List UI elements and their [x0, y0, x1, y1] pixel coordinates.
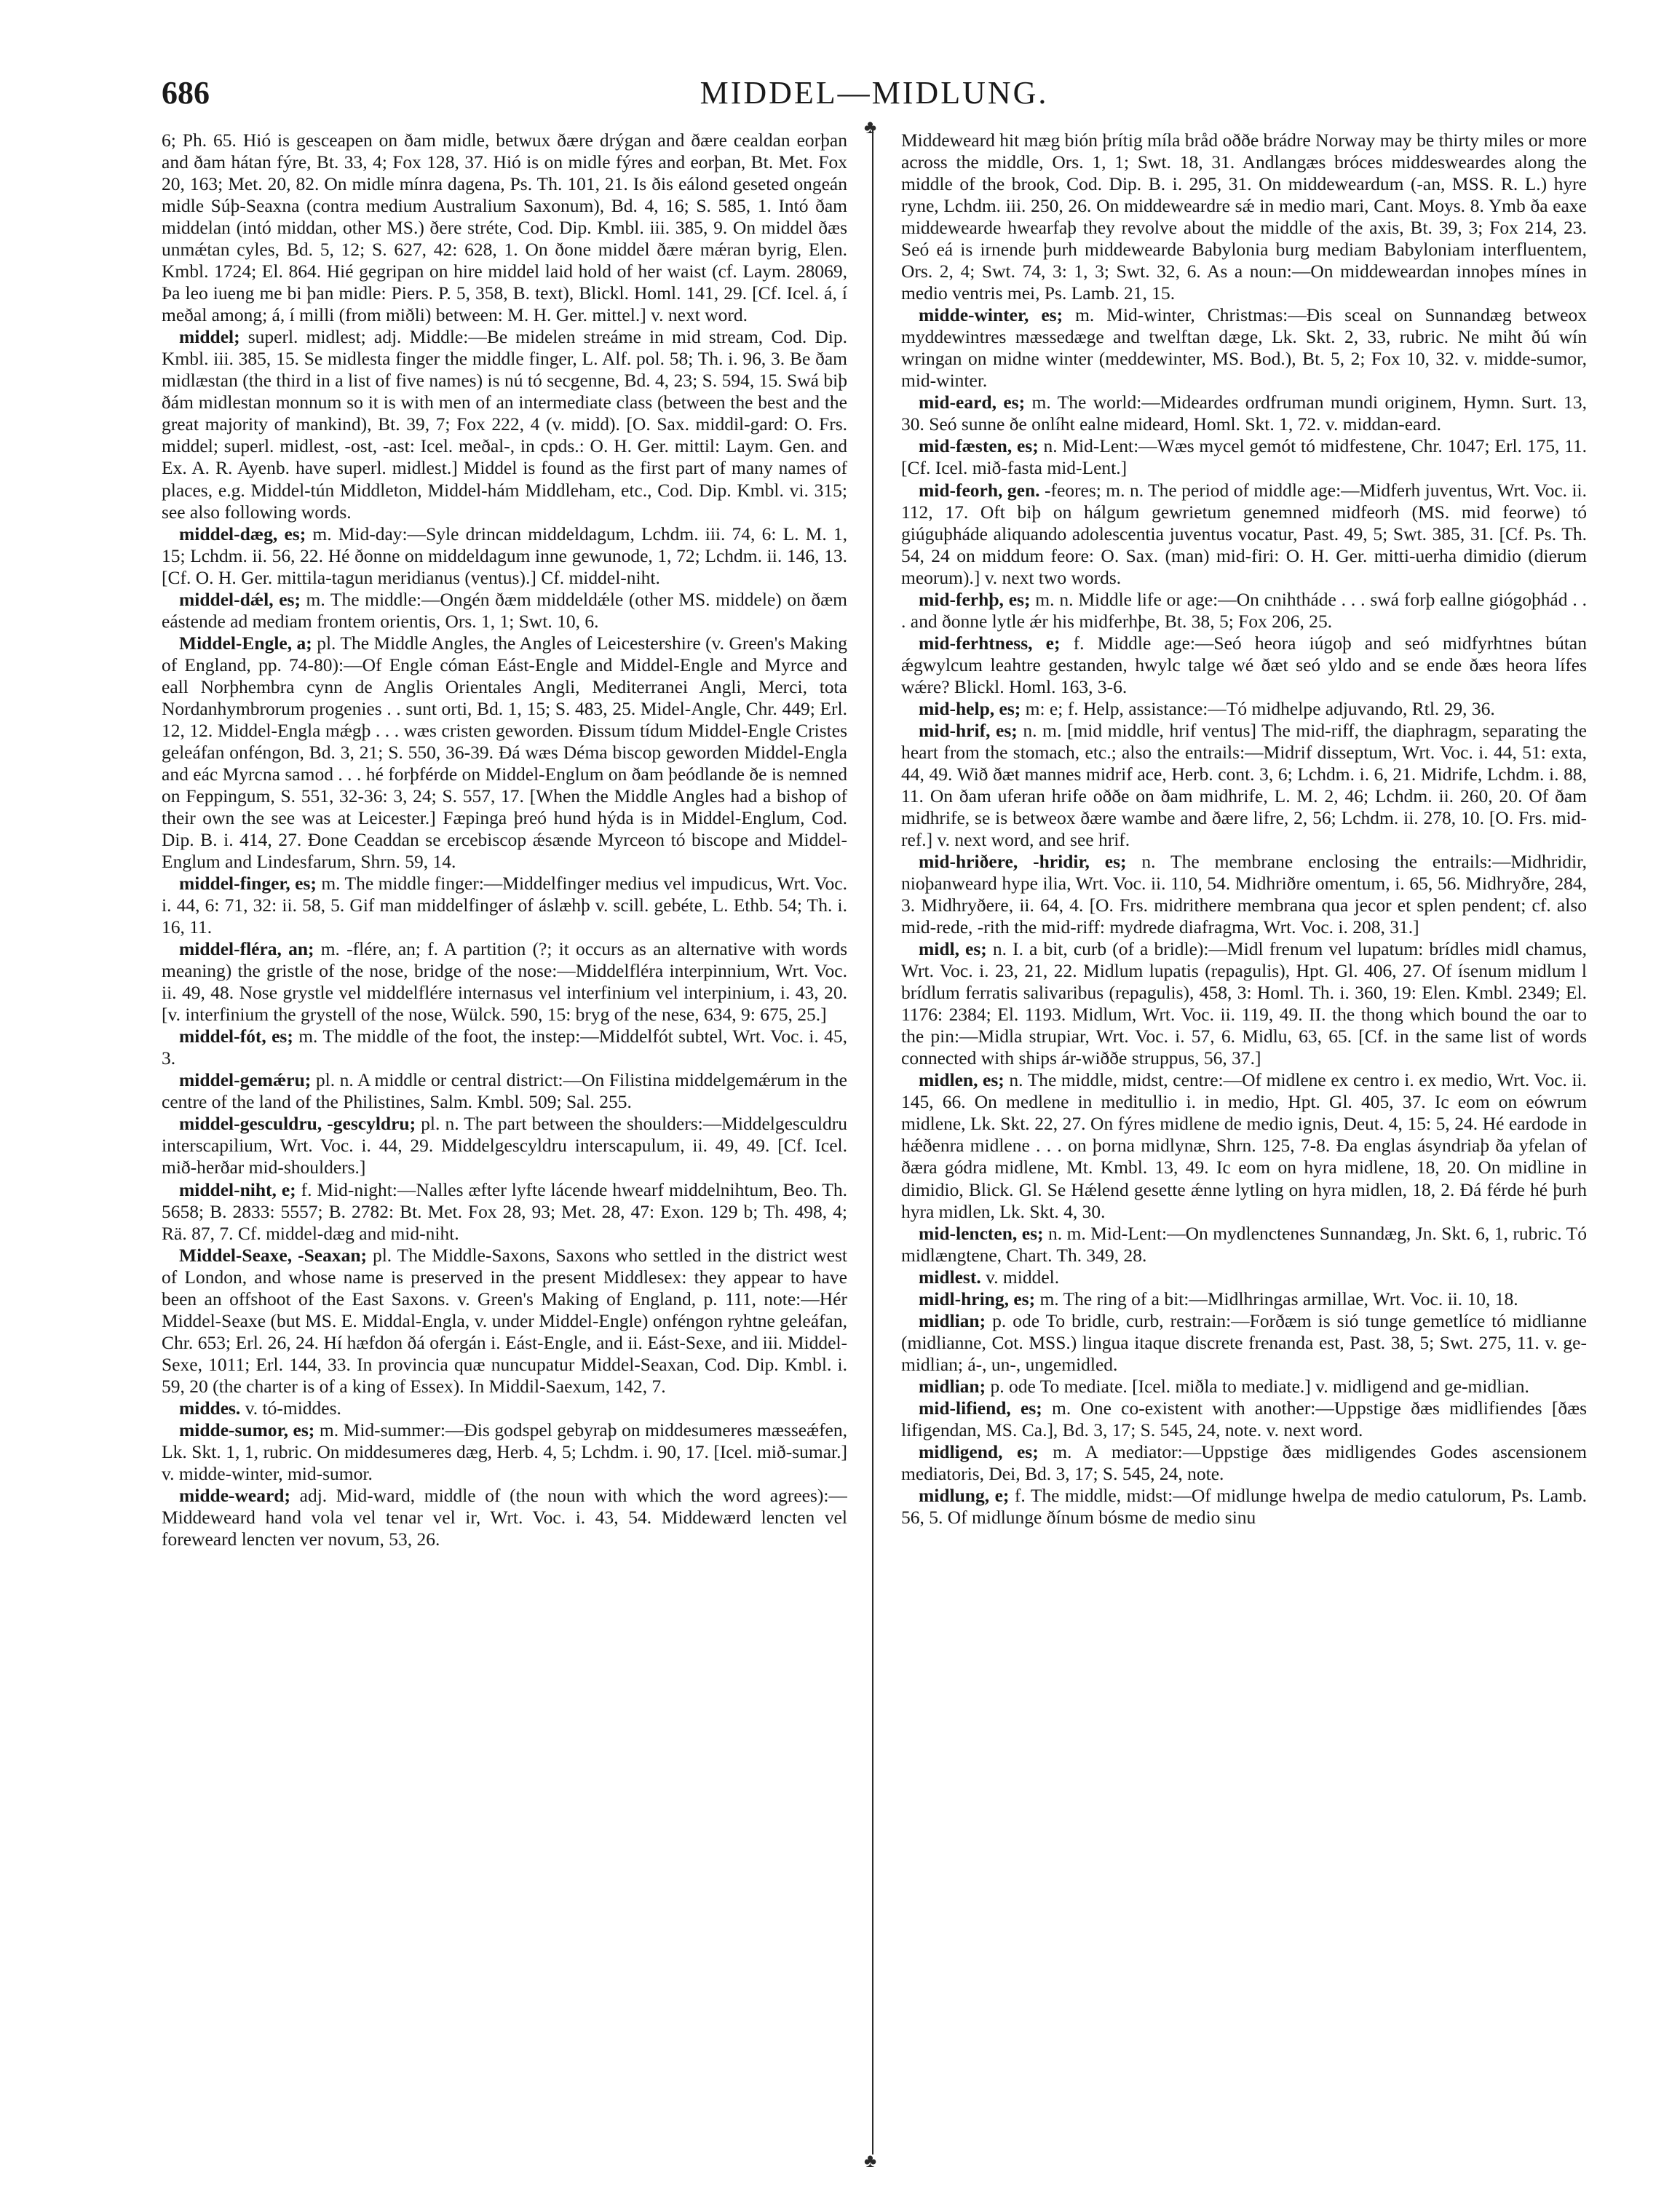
headword: mid-fæsten, es; [919, 435, 1039, 457]
headword: mid-eard, es; [919, 392, 1026, 413]
dictionary-entry [162, 633, 847, 873]
running-head: MIDDEL—MIDLUNG. [700, 75, 1049, 111]
dictionary-entry [901, 1288, 1587, 1310]
dictionary-entry [162, 1179, 847, 1245]
dictionary-entry [901, 1441, 1587, 1485]
dictionary-entry [901, 480, 1587, 589]
entry-body: n. The membrane enclosing the entrails:—Midhridir, nioþanweard hype ilia, Wrt. Voc. ii. 110, 54. Midhriðre omentum, i. 65, 56. Midhryðre, 284, 3. Midhryðere, ii. 64, 4. [O. Frs. midrithere membrana qua jecor et splen pendent; cf. also mid-rede, -rith the mid-riff: mydrede diafragma, Wrt. Voc. i. 208, 31.] [901, 851, 1587, 938]
headword: midlian; [919, 1309, 986, 1331]
entry-body: f. Mid-night:—Nalles æfter lyfte lácende hwearf middelnihtum, Beo. Th. 5658; B. 2833: 5557; B. 2782: Bt. Met. Fox 28, 93; Met. 28, 47: Exon. 129 b; Th. 498, 4; Rä. 87, 7. Cf. middel-dæg and mid-niht. [162, 1178, 847, 1244]
entry-body: v. middel. [980, 1266, 1060, 1288]
entry-body: -feores; m. n. The period of middle age:—Midferh juventus, Wrt. Voc. ii. 112, 17. Oft biþ on hálgum gewrietum genemned midfeorh (MS. mid feorwe) tó giúguþháde aliquando adolescentia juventus vocatur, Past. 49, 5; Swt. 385, 31. [Cf. Ps. Th. 54, 24 on middum feore: O. Sax. (man) mid-firi: O. H. Ger. mitti-uerha dimidio (dierum meorum).] v. next two words. [901, 479, 1587, 588]
dictionary-entry [901, 435, 1587, 479]
dictionary-entry [901, 1376, 1587, 1398]
headword: midlen, es; [919, 1069, 1005, 1091]
dictionary-entry [901, 130, 1587, 304]
left-column [162, 130, 847, 2153]
dictionary-entry [162, 326, 847, 523]
dictionary-entry [162, 938, 847, 1026]
dictionary-entry [162, 130, 847, 326]
entry-body: m. One co-existent with another:—Uppstige ðæs midlifiendes [ðæs lifigendan, MS. Ca.], Bd. 3, 17; S. 545, 24, note. v. next word. [901, 1397, 1587, 1440]
entry-body: n. m. Mid-Lent:—On mydlenctenes Sunnandæg, Jn. Skt. 6, 1, rubric. Tó midlængtene, Chart. Th. 349, 28. [901, 1222, 1587, 1266]
headword: midlian; [919, 1375, 986, 1397]
dictionary-entry [901, 1310, 1587, 1376]
headword: mid-help, es; [919, 697, 1021, 719]
headword: middel-fót, es; [179, 1026, 293, 1047]
right-column [901, 130, 1587, 2153]
entry-body: f. Middle age:—Seó heora iúgoþ and seó midfyrhtnes bútan ǽgwylcum leahtre gestanden, hwylc talge wé ðæt seó yldo and se ende ðæs heora lífes wǽre? Blickl. Homl. 163, 3-6. [901, 632, 1587, 697]
entry-body: m: e; f. Help, assistance:—Tó midhelpe adjuvando, Rtl. 29, 36. [1021, 697, 1495, 719]
entry-body: m. Mid-summer:—Ðis godspel gebyraþ on middesumeres mæsseǽfen, Lk. Skt. 1, 1, rubric. On middesumeres dæg, Herb. 4, 5; Lchdm. i. 90, 17. [Icel. mið-sumar.] v. midde-winter, mid-sumor. [162, 1419, 847, 1484]
headword: middel-dæg, es; [179, 523, 306, 544]
entry-body: m. The ring of a bit:—Midlhringas armillae, Wrt. Voc. ii. 10, 18. [1035, 1288, 1518, 1309]
entry-body: m. -flére, an; f. A partition (?; it occurs as an alternative with words meaning) the gristle of the nose, bridge of the nose:—Middelfléra interpinnium, Wrt. Voc. ii. 49, 48. Nose grystle vel middelflére internasus vel interfinium vel interpinium, i. 43, 20. [v. interfinium the grystell of the nose, Wülck. 590, 15: bryg of the nese, 634, 9: 675, 25.] [162, 938, 847, 1026]
dictionary-entry [162, 1398, 847, 1419]
dictionary-entry [901, 633, 1587, 698]
headword: mid-hriðere, -hridir, es; [919, 851, 1127, 873]
dictionary-entry [162, 1069, 847, 1113]
entry-body: m. The middle of the foot, the instep:—Middelfót subtel, Wrt. Voc. i. 45, 3. [162, 1026, 847, 1069]
headword: middel-gesculdru, -gescyldru; [179, 1113, 416, 1135]
headword: mid-lencten, es; [919, 1222, 1044, 1244]
entry-body: pl. The Middle-Saxons, Saxons who settled in the district west of London, and whose name is preserved in the present Middlesex: they appear to have been an offshoot of the East Saxons. v. Green's Making of England, p. 111, note:—Hér Middel-Seaxe (but MS. E. Middal-Engla, v. under Middel-Engle) onféngon ryhtne geleáfan, Chr. 653; Erl. 26, 24. Hí hæfdon ðá ofergán i. Eást-Engle, and ii. Eást-Sexe, and iii. Middel-Sexe, 1011; Erl. 144, 33. In provincia quæ nuncupatur Middel-Seaxan, Cod. Dip. Kmbl. i. 59, 20 (the charter is of a king of Essex). In Middil-Saexum, 142, 7. [162, 1244, 847, 1397]
headword: middes. [179, 1397, 241, 1419]
entry-body: n. I. a bit, curb (of a bridle):—Midl frenum vel lupatum: brídles midl chamus, Wrt. Voc. i. 23, 21, 22. Midlum lupatis (repagulis), Hpt. Gl. 406, 27. Of ísenum midlum l brídlum ferratis salivaribus (repagulis), 458, 3: Homl. Th. i. 360, 19: Elen. Kmbl. 2349; El. 1176: 2384; El. 1193. Midlum, Wrt. Voc. ii. 119, 49. II. the thong which bound the oar to the pin:—Midla strupiar, Wrt. Voc. i. 57, 6. Midlu, 63, 65. [Cf. in the same list of words connected with ships ár-wiððe struppus, 56, 37.] [901, 938, 1587, 1069]
entry-body: pl. n. A middle or central district:—On Filistina middelgemǽrum in the centre of the land of the Philistines, Salm. Kmbl. 509; Sal. 255. [162, 1069, 847, 1113]
entry-body: n. The middle, midst, centre:—Of midlene ex centro i. ex medio, Wrt. Voc. ii. 145, 66. On medlene in meditullio i. in medio, Hpt. Gl. 405, 37. Ic eom on eówrum midlene, Lk. Skt. 22, 27. On fýres midlene de medio ignis, Deut. 4, 15: 5, 24. Hé eardode in hǽðenra midlene . . . on þorna midlynæ, Shrn. 125, 7-8. Ða englas ásyndriaþ ða yfelan of ðæra gódra midlene, Mt. Kmbl. 13, 49. Ic eom on hyra midlene, 18, 20. On midline in dimidio, Blick. Gl. Se Hǽlend gesette ǽnne lytling on hyra midlen, 18, 2. Ðá férde hé þurh hyra midlen, Lk. Skt. 4, 30. [901, 1069, 1587, 1222]
entry-body: n. Mid-Lent:—Wæs mycel gemót tó midfestene, Chr. 1047; Erl. 175, 11. [Cf. Icel. mið-fasta mid-Lent.] [901, 435, 1587, 479]
headword: middel-dǽl, es; [179, 588, 301, 610]
headword: mid-ferhþ, es; [919, 588, 1031, 610]
entry-body: pl. The Middle Angles, the Angles of Leicestershire (v. Green's Making of England, pp. 74-80):—Of Engle cóman Eást-Engle and Middel-Engle and Myrce and eall Norþhembra cynn de Anglis Orientales Angli, Mediterranei Angli, Merci, tota Nordanhymbrorum progenies . . sunt orti, Bd. 1, 15; S. 483, 25. Midel-Angle, Chr. 449; Erl. 12, 12. Middel-Engla mǽgþ . . . wæs cristen geworden. Ðissum tídum Middel-Engle Cristes geleáfan onféngon, Bd. 3, 21; S. 550, 36-39. Ðá wæs Déma biscop geworden Middel-Engla and eác Myrcna samod . . . hé forþférde on Middel-Englum on ðam þeódlande ðe is nemned on Feppingum, S. 551, 32-36: 3, 24; S. 557, 17. [When the Middle Angles had a bishop of their own the see was at Leicester.] Fæpinga þreó hund hýda is in Middel-Englum, Cod. Dip. B. i. 414, 27. Ðone Ceaddan se ercebiscop ǽsænde Myrceon tó biscope and Middel-Englum and Lindesfarum, Shrn. 59, 14. [162, 632, 847, 873]
entry-body: m. The world:—Mideardes ordfruman mundi originem, Hymn. Surt. 13, 30. Seó sunne ðe onlíht ealne mideard, Homl. Skt. 1, 72. v. middan-eard. [901, 392, 1587, 435]
entry-body: p. ode To bridle, curb, restrain:—Forðæm is sió tunge gemetlíce tó midlianne (midlianne, Cot. MSS.) lingua itaque discrete frenanda est, Past. 38, 5; Swt. 275, 11. v. ge-midlian; á-, un-, ungemidled. [901, 1309, 1587, 1375]
entry-body: v. tó-middes. [240, 1397, 341, 1419]
headword: midde-sumor, es; [179, 1419, 315, 1440]
headword: middel-fléra, an; [179, 938, 314, 960]
entry-body: adj. Mid-ward, middle of (the noun with which the word agrees):—Middeweard hand vola vel tenar vel ir, Wrt. Voc. i. 43, 54. Middewærd lencten vel foreweard lencten ver novum, 53, 26. [162, 1484, 847, 1550]
entry-body: f. The middle, midst:—Of midlunge hwelpa de medio catulorum, Ps. Lamb. 56, 5. Of midlunge ðínum bósme de medio sinu [901, 1484, 1587, 1528]
entry-body: n. m. [mid middle, hrif ventus] The mid-riff, the diaphragm, separating the heart from the stomach, etc.; also the entrails:—Midrif disseptum, Wrt. Voc. i. 44, 51: exta, 44, 49. Wið ðæt mannes midrif ace, Herb. cont. 3, 6; Lchdm. i. 6, 21. Midrife, Lchdm. i. 88, 11. On ðam uferan hrife oððe on ðam midhrife, L. M. 2, 46; Lchdm. ii. 260, 20. Of ðam midhrife, se is betweox ðære wambe and ðære lifre, 2, 56; Lchdm. ii. 278, 10. [O. Frs. mid-ref.] v. next word, and see hrif. [901, 719, 1587, 850]
entry-body: m. Mid-day:—Syle drincan middeldagum, Lchdm. iii. 74, 6: L. M. 1, 15; Lchdm. ii. 56, 22. Hé ðonne on middeldagum inne gewunode, 1, 72; Lchdm. ii. 146, 13. [Cf. O. H. Ger. mittila-tagun meridianus (ventus).] Cf. middel-niht. [162, 523, 847, 588]
dictionary-entry [901, 851, 1587, 938]
dictionary-entry [901, 1223, 1587, 1266]
headword: middel-gemǽru; [179, 1069, 312, 1091]
dictionary-entry [901, 698, 1587, 720]
dictionary-entry [162, 1113, 847, 1178]
column-divider [872, 127, 873, 2155]
dictionary-entry [901, 589, 1587, 633]
headword: mid-ferhtness, e; [919, 632, 1061, 654]
dictionary-entry [901, 1398, 1587, 1441]
column-rule-ornament-bottom: ♣ [864, 2150, 877, 2171]
dictionary-entry [901, 1266, 1587, 1288]
dictionary-entry [901, 1485, 1587, 1529]
dictionary-entry [162, 1485, 847, 1550]
column-rule-ornament-top: ♣ [864, 116, 877, 138]
headword: midl-hring, es; [919, 1288, 1036, 1309]
headword: middel-finger, es; [179, 873, 317, 895]
headword: midlung, e; [919, 1484, 1010, 1506]
entry-body: pl. n. The part between the shoulders:—Middelgesculdru interscapilium, Wrt. Voc. i. 44, 29. Middelgescyldru interscapulum, ii. 49, 49. [Cf. Icel. mið-herðar mid-shoulders.] [162, 1113, 847, 1178]
headword: middel-niht, e; [179, 1178, 296, 1200]
dictionary-entry [901, 304, 1587, 392]
headword: mid-hrif, es; [919, 719, 1018, 741]
dictionary-entry [162, 1419, 847, 1485]
headword: middel; [179, 326, 240, 348]
headword: midde-winter, es; [919, 304, 1063, 326]
dictionary-entry [162, 873, 847, 938]
headword: midligend, es; [919, 1440, 1039, 1462]
dictionary-entry [901, 1069, 1587, 1222]
entry-text: Middeweard hit mæg bión þrítig míla bråd oððe brádre Norway may be thirty miles or more across the middle, Ors. 1, 1; Swt. 18, 31. Andlangæs bróces middesweardes along the middle of the brook, Cod. Dip. B. i. 295, 31. On middeweardum (-an, MSS. R. L.) hyre ryne, Lchdm. iii. 250, 26. On middeweardre sǽ in medio mari, Cant. Moys. 8. Ymb ða eaxe middewearde hwearfaþ they revolve about the middle of the axis, Bt. 39, 3; Fox 214, 23. Seó eá is irnende þurh middewearde Babylonia burg mediam Babyloniam interfluentem, Ors. 2, 4; Swt. 74, 3: 1, 3; Swt. 32, 6. As a noun:—On middeweardan innoþes mínes in medio ventris mei, Ps. Lamb. 21, 15. [901, 130, 1587, 304]
headword: mid-feorh, gen. [919, 479, 1040, 501]
headword: midde-weard; [179, 1484, 290, 1506]
headword: Middel-Engle, a; [179, 632, 312, 654]
entry-body: superl. midlest; adj. Middle:—Be midelen streáme in mid stream, Cod. Dip. Kmbl. iii. 385, 15. Se midlesta finger the middle finger, L. Alf. pol. 58; Th. i. 96, 3. Be ðam midlæstan (the third in a list of five names) is nú tó secgenne, Bd. 4, 23; S. 594, 15. Swá biþ ðám midlestan monnum so it is with men of an intermediate class (between the best and the great majority of mankind), Bt. 39, 7; Fox 222, 4 (v. midd). [O. Sax. middil-gard: O. Frs. middel; superl. midlest, -ost, -ast: Icel. meðal-, in cpds.: O. H. Ger. mittil: Laym. Gen. and Ex. A. R. Ayenb. have superl. midlest.] Middel is found as the first part of many names of places, e.g. Middel-tún Middleton, Middel-hám Middleham, etc., Cod. Dip. Kmbl. vi. 315; see also following words. [162, 326, 847, 523]
headword: midlest. [919, 1266, 981, 1288]
entry-body: m. Mid-winter, Christmas:—Ðis sceal on Sunnandæg betweox myddewintres mæssedæge and twelftan dæge, Lk. Skt. 2, 33, rubric. Ne miht ðú wín wringan on midne winter (meddewinter, MS. Bod.), Bt. 5, 2; Fox 10, 32. v. midde-sumor, mid-winter. [901, 304, 1587, 392]
dictionary-entry [901, 720, 1587, 851]
entry-body: m. The middle:—Ongén ðæm middeldǽle (other MS. middele) on ðæm eástende ad mediam frontem orientis, Ors. 1, 1; Swt. 10, 6. [162, 588, 847, 632]
entry-body: p. ode To mediate. [Icel. miðla to mediate.] v. midligend and ge-midlian. [986, 1375, 1529, 1397]
dictionary-entry [901, 392, 1587, 435]
dictionary-entry [162, 589, 847, 633]
entry-body: m. n. Middle life or age:—On cnihtháde . . . swá forþ eallne giógoþhád . . . and ðonne lytle ǽr his midferhþe, Bt. 38, 5; Fox 206, 25. [901, 588, 1587, 632]
dictionary-entry [162, 523, 847, 589]
dictionary-entry [901, 938, 1587, 1069]
headword: midl, es; [919, 938, 987, 960]
page-header [162, 71, 1587, 115]
entry-body: m. A mediator:—Uppstige ðæs midligendes Godes ascensionem mediatoris, Dei, Bd. 3, 17; S. 545, 24, note. [901, 1440, 1587, 1484]
headword: mid-lifiend, es; [919, 1397, 1042, 1419]
dictionary-entry [162, 1026, 847, 1069]
page-number: 686 [162, 75, 210, 111]
headword: Middel-Seaxe, -Seaxan; [179, 1244, 367, 1266]
entry-text: 6; Ph. 65. Hió is gesceapen on ðam midle, betwux ðære drýgan and ðære cealdan eorþan and ðam hátan fýre, Bt. 33, 4; Fox 128, 37. Hió is on midle fýres and eorþan, Bt. Met. Fox 20, 163; Met. 20, 82. On midle mínra dagena, Ps. Th. 101, 21. Is ðis eálond geseted ongeán midle Súþ-Seaxna (contra medium Australium Saxonum), Bd. 4, 16; S. 585, 1. Intó ðam middelan (intó middan, other MS.) ðere stréte, Cod. Dip. Kmbl. iii. 385, 9. On middel ðæs unmǽtan cyles, Bd. 5, 12; S. 627, 42: 628, 1. On ðone middel ðære mǽran byrig, Elen. Kmbl. 1724; El. 864. Hié gegripan on hire middel laid hold of her waist (cf. Laym. 28069, Þa leo iueng me bi þan midle: Piers. P. 5, 358, B. text), Blickl. Homl. 141, 29. [Cf. Icel. á, í meðal among; á, í milli (from miðli) between: M. H. Ger. mittel.] v. next word. [162, 130, 847, 326]
entry-body: m. The middle finger:—Middelfinger medius vel impudicus, Wrt. Voc. i. 44, 6: 71, 32: ii. 58, 5. Gif man middelfinger of áslæhþ v. scill. gebéte, L. Ethb. 54; Th. i. 16, 11. [162, 873, 847, 938]
dictionary-entry [162, 1245, 847, 1398]
